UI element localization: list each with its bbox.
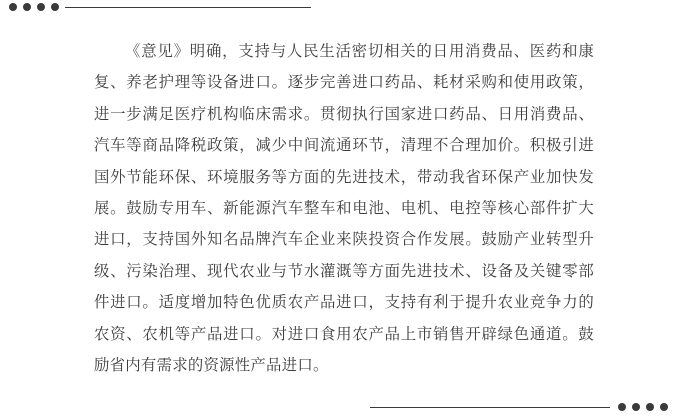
decor-dot: [646, 403, 654, 411]
article-paragraph: 《意见》明确，支持与人民生活密切相关的日用消费品、医药和康复、养老护理等设备进口。逐步完善进口药品、耗材采购和使用政策，进一步满足医疗机构临床需求。贯彻执行国家进口药品、日用消费品、汽车等商品降税政策，减少中间流通环节，清理不合理加价。积极引进国外节能环保、环境服务等方面的先进技术，带动我省环保产业加快发展。鼓励专用车、新能源汽车整车和电池、电机、电控等核心部件扩大进口，支持国外知名品牌汽车企业来陕投资合作发展。鼓励产业转型升级、污染治理、现代农业与节水灌溉等方面先进技术、设备及关键零部件进口。适度增加特色优质农产品进口，支持有利于提升农业竞争力的农资、农机等产品进口。对进口食用农产品上市销售开辟绿色通道。鼓励省内有需求的资源性产品进口。: [94, 42, 594, 375]
bottom-divider-decoration: [370, 401, 668, 413]
decor-dot: [37, 3, 45, 11]
decor-line: [65, 7, 311, 8]
decor-line: [370, 407, 610, 408]
decor-dot: [51, 3, 59, 11]
decor-dot: [660, 403, 668, 411]
decor-dot: [9, 3, 17, 11]
decor-dot: [23, 3, 31, 11]
decor-dot: [632, 403, 640, 411]
top-divider-decoration: [9, 1, 311, 13]
decor-dot: [618, 403, 626, 411]
